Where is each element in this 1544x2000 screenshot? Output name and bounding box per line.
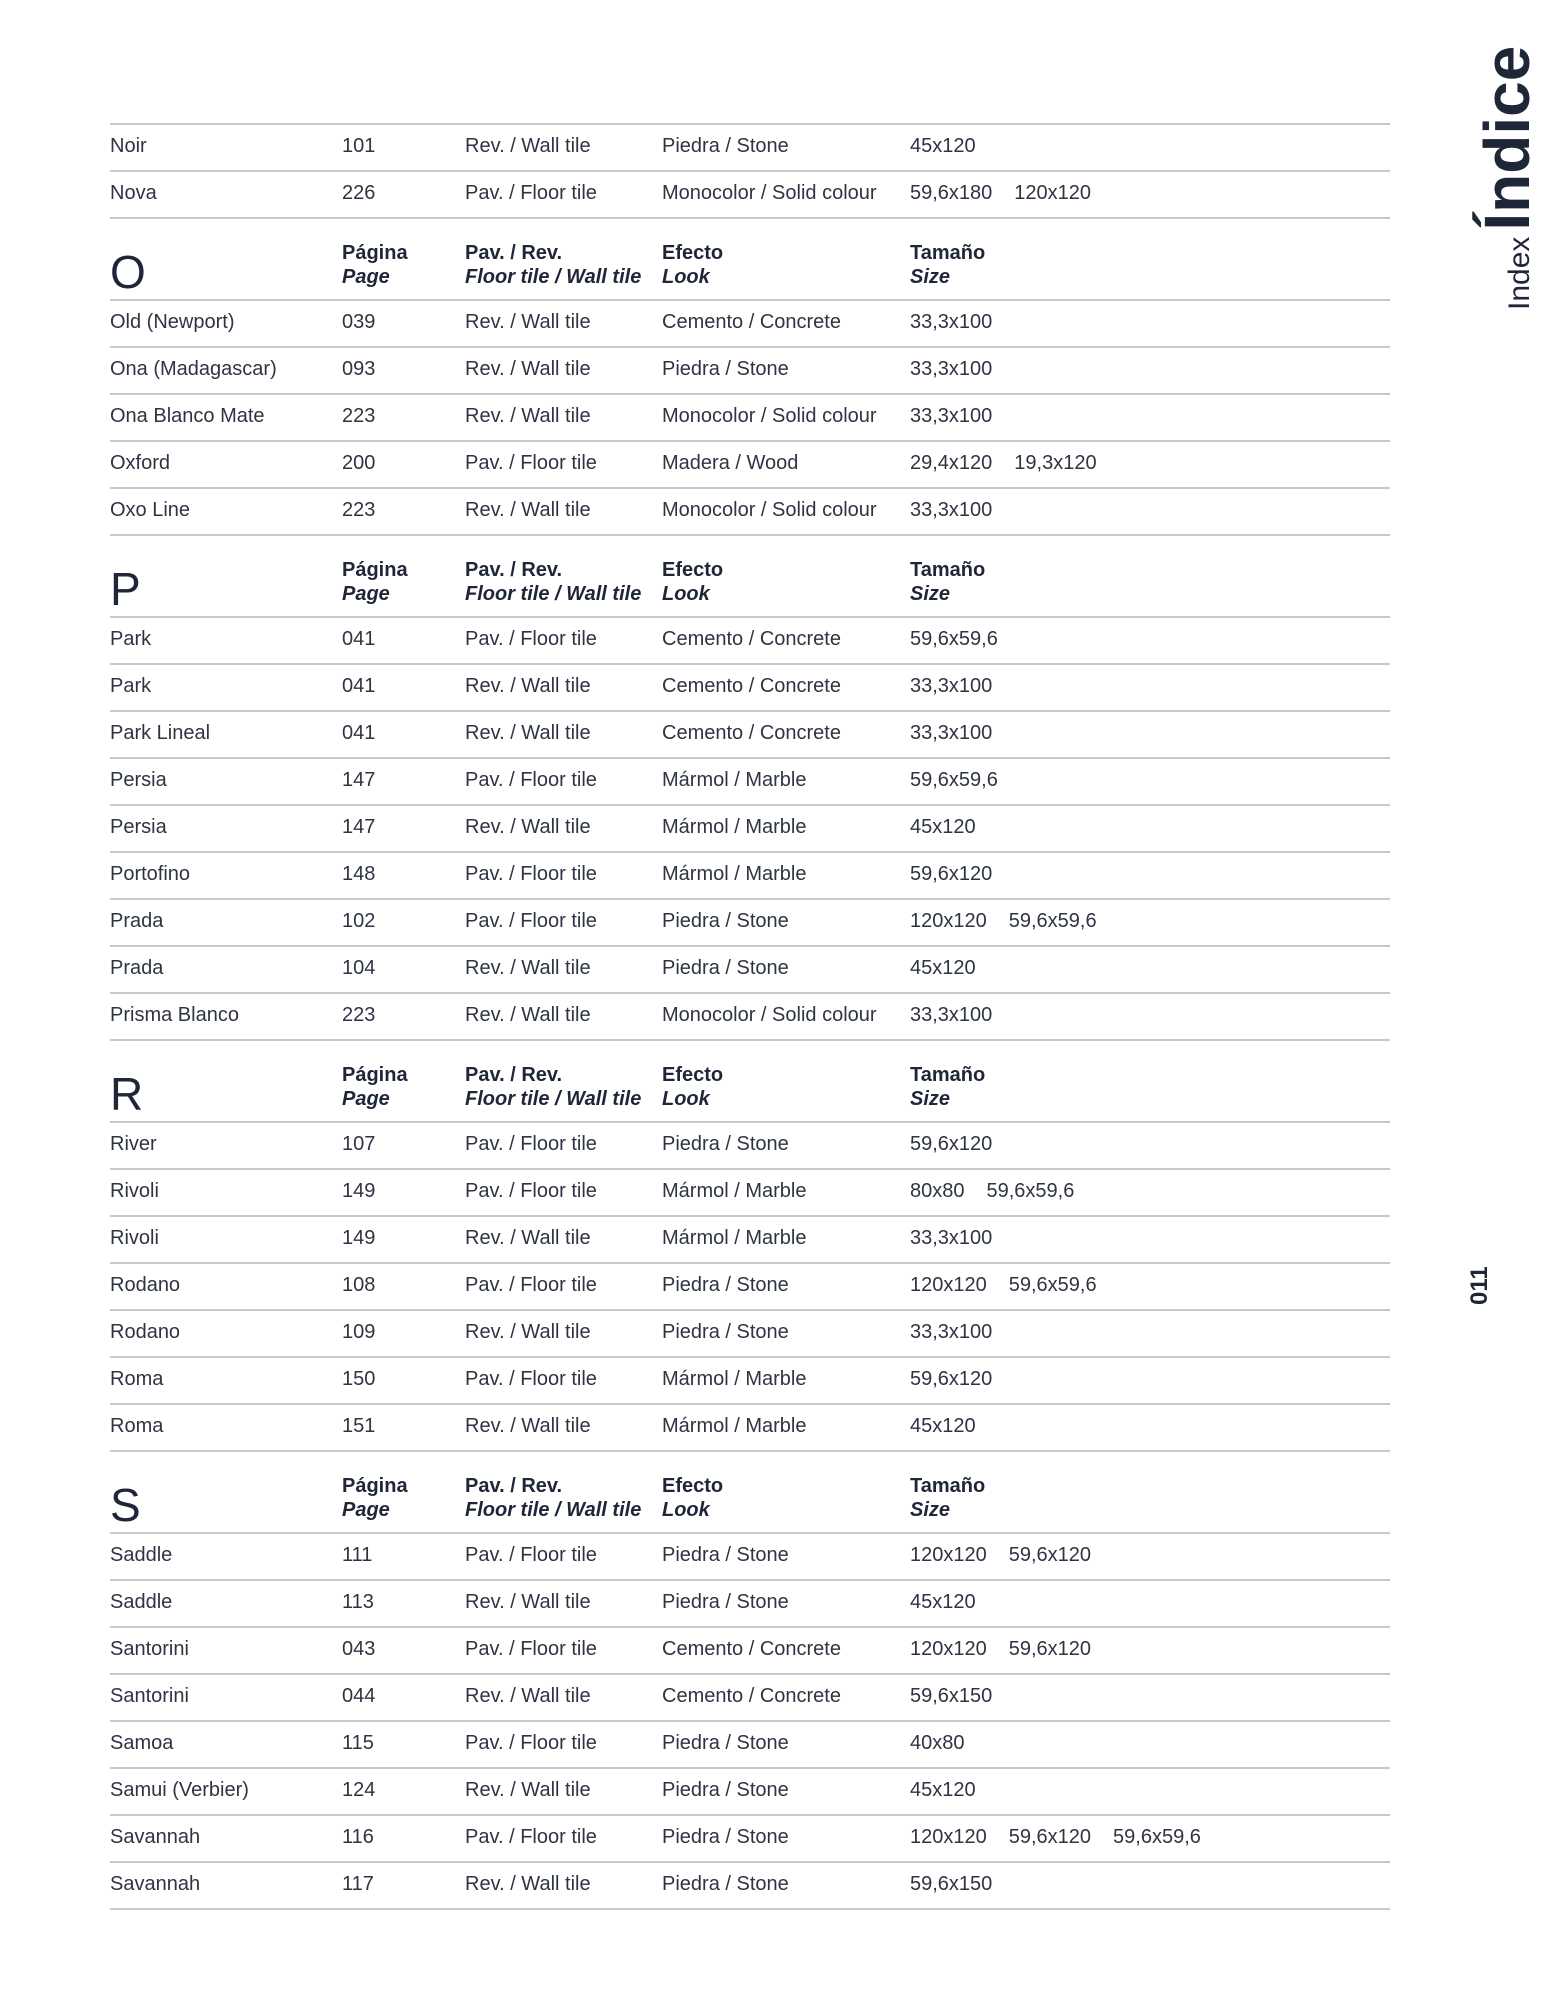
page-ref: 223 [342,499,376,521]
table-row [110,1767,1390,1814]
tile-look: Mármol / Marble [662,1180,807,1202]
table-row [110,123,1390,170]
column-header-type-en: Floor tile / Wall tile [465,1499,642,1521]
page-ref: 101 [342,135,376,157]
table-row [110,487,1390,534]
column-header-look [662,558,723,606]
column-header-type-es: Pav. / Rev. [465,1475,563,1497]
tile-size: 59,6x120 [1008,1544,1092,1566]
product-name: Park Lineal [110,722,211,744]
tile-size: 120x120 [910,1274,987,1296]
table-row [110,1861,1390,1908]
tile-look: Piedra / Stone [662,1591,789,1613]
product-name: Savannah [110,1873,201,1895]
table-row [110,1626,1390,1673]
column-header-page-en: Page [342,1088,390,1110]
tile-size: 33,3x100 [910,675,993,697]
tile-sizes [910,404,1014,428]
table-row [110,1121,1390,1168]
tile-size: 59,6x59,6 [1113,1826,1201,1848]
tile-look: Mármol / Marble [662,1368,807,1390]
table-row [110,1673,1390,1720]
page-ref: 113 [342,1591,374,1613]
page-ref: 109 [342,1321,376,1343]
tile-sizes [910,357,1014,381]
product-name: Prada [110,910,164,932]
tile-sizes [910,1320,1014,1344]
page-ref: 102 [342,910,376,932]
page-ref: 044 [342,1685,376,1707]
tile-size: 59,6x150 [910,1873,993,1895]
side-title-indice: Índice [1471,45,1543,231]
tile-type: Rev. / Wall tile [465,358,591,380]
tile-look: Mármol / Marble [662,863,807,885]
column-header-type-es: Pav. / Rev. [465,559,563,581]
tile-look: Monocolor / Solid colour [662,405,877,427]
column-header-look-en: Look [662,583,710,605]
side-title-text [1470,46,1544,310]
tile-type: Rev. / Wall tile [465,1227,591,1249]
tile-size: 19,3x120 [1014,452,1097,474]
tile-type: Pav. / Floor tile [465,1732,597,1754]
column-header-size [910,558,985,606]
tile-size: 33,3x100 [910,499,993,521]
tile-look: Cemento / Concrete [662,628,841,650]
column-header-size-en: Size [910,1499,951,1521]
product-name: Oxo Line [110,499,191,521]
tile-type: Pav. / Floor tile [465,1180,597,1202]
column-header-size-en: Size [910,583,951,605]
column-header-page-es: Página [342,1475,408,1497]
tile-look: Cemento / Concrete [662,722,841,744]
column-header-look-es: Efecto [662,242,724,264]
product-name: Rivoli [110,1227,159,1249]
tile-size: 45x120 [910,1591,976,1613]
page-number: 011 [1466,1266,1493,1305]
product-name: Nova [110,182,157,204]
tile-size: 59,6x59,6 [910,769,998,791]
tile-look: Piedra / Stone [662,1321,789,1343]
product-name: Noir [110,135,147,157]
tile-sizes [910,1590,998,1614]
tile-size: 59,6x150 [910,1685,993,1707]
tile-type: Pav. / Floor tile [465,1826,597,1848]
page-ref: 041 [342,628,376,650]
page-ref: 148 [342,863,376,885]
product-name: Prada [110,957,164,979]
column-header-page-en: Page [342,266,390,288]
tile-sizes [910,862,1014,886]
table-row [110,1215,1390,1262]
page-ref: 039 [342,311,376,333]
product-name: Roma [110,1415,164,1437]
tile-type: Pav. / Floor tile [465,910,597,932]
column-header-look-en: Look [662,1088,710,1110]
tile-size: 33,3x100 [910,358,993,380]
column-header-page-es: Página [342,1064,408,1086]
tile-sizes [910,181,1113,205]
tile-look: Piedra / Stone [662,1779,789,1801]
tile-sizes [910,451,1119,475]
product-name: Santorini [110,1685,189,1707]
tile-sizes [910,1367,1014,1391]
product-name: Santorini [110,1638,189,1660]
tile-size: 59,6x120 [1008,1826,1092,1848]
tile-sizes [910,768,1020,792]
column-header-page [342,1063,408,1111]
tile-look: Monocolor / Solid colour [662,499,877,521]
tile-sizes [910,1273,1119,1297]
table-row [110,299,1390,346]
tile-size: 59,6x59,6 [1008,1274,1097,1296]
column-header-look-es: Efecto [662,559,724,581]
column-header-size-es: Tamaño [910,559,986,581]
table-row [110,616,1390,663]
column-header-look [662,1063,723,1111]
tile-sizes [910,627,1020,651]
page-ref: 104 [342,957,376,979]
table-row [110,663,1390,710]
tile-look: Piedra / Stone [662,358,789,380]
tile-type: Rev. / Wall tile [465,1321,591,1343]
column-header-type [465,1063,641,1111]
tile-size: 80x80 [910,1180,965,1202]
section-letter: S [110,1479,141,1531]
table-row [110,710,1390,757]
page-ref: 116 [342,1826,374,1848]
table-row [110,1262,1390,1309]
table-row [110,1168,1390,1215]
page-ref: 147 [342,816,376,838]
column-header-size [910,241,985,289]
product-name: Savannah [110,1826,201,1848]
product-name: Persia [110,769,167,791]
section-header [110,1450,1390,1532]
table-row [110,1720,1390,1767]
tile-size: 45x120 [910,816,976,838]
tile-sizes [910,498,1014,522]
section-letter: R [110,1068,144,1120]
tile-type: Pav. / Floor tile [465,1368,597,1390]
section-header [110,217,1390,299]
table-end-rule [110,1908,1390,1910]
page-ref: 151 [342,1415,376,1437]
table-row [110,804,1390,851]
column-header-look-en: Look [662,266,710,288]
tile-type: Pav. / Floor tile [465,1274,597,1296]
tile-type: Pav. / Floor tile [465,769,597,791]
tile-size: 59,6x120 [910,863,993,885]
column-header-type [465,1474,641,1522]
column-header-size [910,1474,985,1522]
tile-sizes [910,1414,998,1438]
tile-type: Rev. / Wall tile [465,1873,591,1895]
tile-look: Piedra / Stone [662,1133,789,1155]
tile-look: Piedra / Stone [662,957,789,979]
tile-size: 45x120 [910,1415,976,1437]
section-header [110,534,1390,616]
page-ref: 223 [342,405,376,427]
tile-sizes [910,134,998,158]
product-name: Park [110,675,152,697]
tile-type: Rev. / Wall tile [465,1591,591,1613]
column-header-look-en: Look [662,1499,710,1521]
column-header-type [465,558,641,606]
tile-type: Rev. / Wall tile [465,405,591,427]
page-ref: 043 [342,1638,376,1660]
page-ref: 149 [342,1180,376,1202]
tile-look: Piedra / Stone [662,1544,789,1566]
page-ref: 107 [342,1133,376,1155]
tile-size: 59,6x180 [910,182,993,204]
tile-type: Rev. / Wall tile [465,499,591,521]
tile-look: Madera / Wood [662,452,799,474]
tile-sizes [910,674,1014,698]
tile-size: 59,6x120 [1008,1638,1092,1660]
page-ref: 200 [342,452,376,474]
product-name: River [110,1133,157,1155]
product-name: Samui (Verbier) [110,1779,249,1801]
product-name: Park [110,628,152,650]
tile-sizes [910,1778,998,1802]
tile-sizes [910,1226,1014,1250]
product-name: Portofino [110,863,191,885]
tile-look: Cemento / Concrete [662,311,841,333]
column-header-size-es: Tamaño [910,1064,986,1086]
tile-type: Rev. / Wall tile [465,675,591,697]
product-name: Roma [110,1368,164,1390]
product-name: Saddle [110,1544,173,1566]
product-name: Saddle [110,1591,173,1613]
tile-size: 45x120 [910,1779,976,1801]
section-letter: P [110,563,141,615]
column-header-page-es: Página [342,559,408,581]
index-table [110,123,1390,1910]
tile-size: 33,3x100 [910,1321,993,1343]
column-header-look-es: Efecto [662,1475,724,1497]
table-row [110,1403,1390,1450]
page-ref: 150 [342,1368,376,1390]
section-header [110,1039,1390,1121]
page-ref: 147 [342,769,376,791]
product-name: Rivoli [110,1180,159,1202]
tile-size: 59,6x120 [910,1133,993,1155]
tile-sizes [910,310,1014,334]
page-ref: 226 [342,182,376,204]
column-header-size-en: Size [910,1088,951,1110]
tile-look: Cemento / Concrete [662,1638,841,1660]
product-name: Prisma Blanco [110,1004,239,1026]
tile-sizes [910,721,1014,745]
column-header-look [662,1474,723,1522]
product-name: Persia [110,816,167,838]
tile-sizes [910,909,1119,933]
tile-size: 120x120 [910,1544,987,1566]
column-header-look [662,241,723,289]
column-header-size-en: Size [910,266,951,288]
tile-sizes [910,1003,1014,1027]
product-name: Old (Newport) [110,311,235,333]
tile-sizes [910,1684,1014,1708]
tile-look: Cemento / Concrete [662,675,841,697]
tile-type: Rev. / Wall tile [465,816,591,838]
tile-sizes [910,1872,1014,1896]
table-row [110,898,1390,945]
tile-look: Piedra / Stone [662,1274,789,1296]
column-header-type-es: Pav. / Rev. [465,1064,563,1086]
tile-look: Piedra / Stone [662,910,789,932]
column-header-page-es: Página [342,242,408,264]
table-row [110,945,1390,992]
tile-sizes [910,1179,1096,1203]
tile-type: Rev. / Wall tile [465,1004,591,1026]
tile-type: Rev. / Wall tile [465,311,591,333]
tile-size: 59,6x120 [910,1368,993,1390]
page-ref: 111 [342,1544,373,1566]
tile-size: 29,4x120 [910,452,993,474]
column-header-type-en: Floor tile / Wall tile [465,1088,642,1110]
tile-type: Rev. / Wall tile [465,722,591,744]
column-header-type-es: Pav. / Rev. [465,242,563,264]
tile-type: Rev. / Wall tile [465,1779,591,1801]
tile-type: Pav. / Floor tile [465,1638,597,1660]
column-header-size-es: Tamaño [910,1475,986,1497]
column-header-page [342,558,408,606]
column-header-type-en: Floor tile / Wall tile [465,583,642,605]
tile-look: Mármol / Marble [662,769,807,791]
column-header-page-en: Page [342,1499,390,1521]
table-row [110,757,1390,804]
tile-type: Pav. / Floor tile [465,863,597,885]
tile-size: 120x120 [910,1826,987,1848]
tile-type: Rev. / Wall tile [465,135,591,157]
tile-size: 120x120 [1014,182,1092,204]
page-ref: 041 [342,722,376,744]
tile-look: Piedra / Stone [662,1732,789,1754]
table-row [110,393,1390,440]
section-letter: O [110,246,146,298]
page-ref: 108 [342,1274,376,1296]
tile-look: Cemento / Concrete [662,1685,841,1707]
side-title-index: Index [1503,236,1536,310]
column-header-page-en: Page [342,583,390,605]
column-header-size [910,1063,985,1111]
column-header-size-es: Tamaño [910,242,986,264]
tile-type: Rev. / Wall tile [465,957,591,979]
column-header-type [465,241,641,289]
tile-look: Piedra / Stone [662,135,789,157]
tile-size: 33,3x100 [910,1227,993,1249]
tile-type: Rev. / Wall tile [465,1415,591,1437]
tile-size: 33,3x100 [910,405,993,427]
column-header-page [342,1474,408,1522]
product-name: Ona (Madagascar) [110,358,277,380]
product-name: Ona Blanco Mate [110,405,265,427]
tile-type: Pav. / Floor tile [465,628,597,650]
table-row [110,851,1390,898]
tile-look: Piedra / Stone [662,1873,789,1895]
tile-size: 120x120 [910,910,987,932]
page-ref: 149 [342,1227,376,1249]
tile-sizes [910,1132,1014,1156]
tile-size: 33,3x100 [910,722,993,744]
table-row [110,1356,1390,1403]
tile-size: 59,6x59,6 [986,1180,1075,1202]
tile-type: Pav. / Floor tile [465,182,597,204]
tile-sizes [910,815,998,839]
page-ref: 124 [342,1779,376,1801]
column-header-type-en: Floor tile / Wall tile [465,266,642,288]
tile-type: Pav. / Floor tile [465,452,597,474]
product-name: Rodano [110,1274,181,1296]
tile-sizes [910,1825,1223,1849]
tile-type: Pav. / Floor tile [465,1133,597,1155]
tile-size: 45x120 [910,957,976,979]
page-ref: 115 [342,1732,374,1754]
tile-type: Rev. / Wall tile [465,1685,591,1707]
tile-sizes [910,956,998,980]
tile-look: Mármol / Marble [662,1227,807,1249]
table-row [110,1532,1390,1579]
product-name: Samoa [110,1732,174,1754]
table-row [110,346,1390,393]
tile-look: Monocolor / Solid colour [662,1004,877,1026]
tile-look: Piedra / Stone [662,1826,789,1848]
table-row [110,1309,1390,1356]
table-row [110,170,1390,217]
tile-sizes [910,1731,987,1755]
tile-look: Mármol / Marble [662,816,807,838]
product-name: Oxford [110,452,171,474]
tile-size: 45x120 [910,135,976,157]
table-row [110,1814,1390,1861]
column-header-page [342,241,408,289]
tile-size: 59,6x59,6 [910,628,998,650]
page-ref: 041 [342,675,376,697]
tile-sizes [910,1543,1113,1567]
table-row [110,1579,1390,1626]
tile-size: 33,3x100 [910,1004,993,1026]
tile-size: 33,3x100 [910,311,993,333]
tile-size: 40x80 [910,1732,965,1754]
table-row [110,992,1390,1039]
tile-sizes [910,1637,1113,1661]
tile-size: 120x120 [910,1638,987,1660]
tile-look: Monocolor / Solid colour [662,182,877,204]
tile-type: Pav. / Floor tile [465,1544,597,1566]
column-header-look-es: Efecto [662,1064,724,1086]
page-ref: 223 [342,1004,376,1026]
tile-look: Mármol / Marble [662,1415,807,1437]
page-ref: 093 [342,358,376,380]
tile-size: 59,6x59,6 [1008,910,1097,932]
page-ref: 117 [342,1873,374,1895]
table-row [110,440,1390,487]
product-name: Rodano [110,1321,181,1343]
